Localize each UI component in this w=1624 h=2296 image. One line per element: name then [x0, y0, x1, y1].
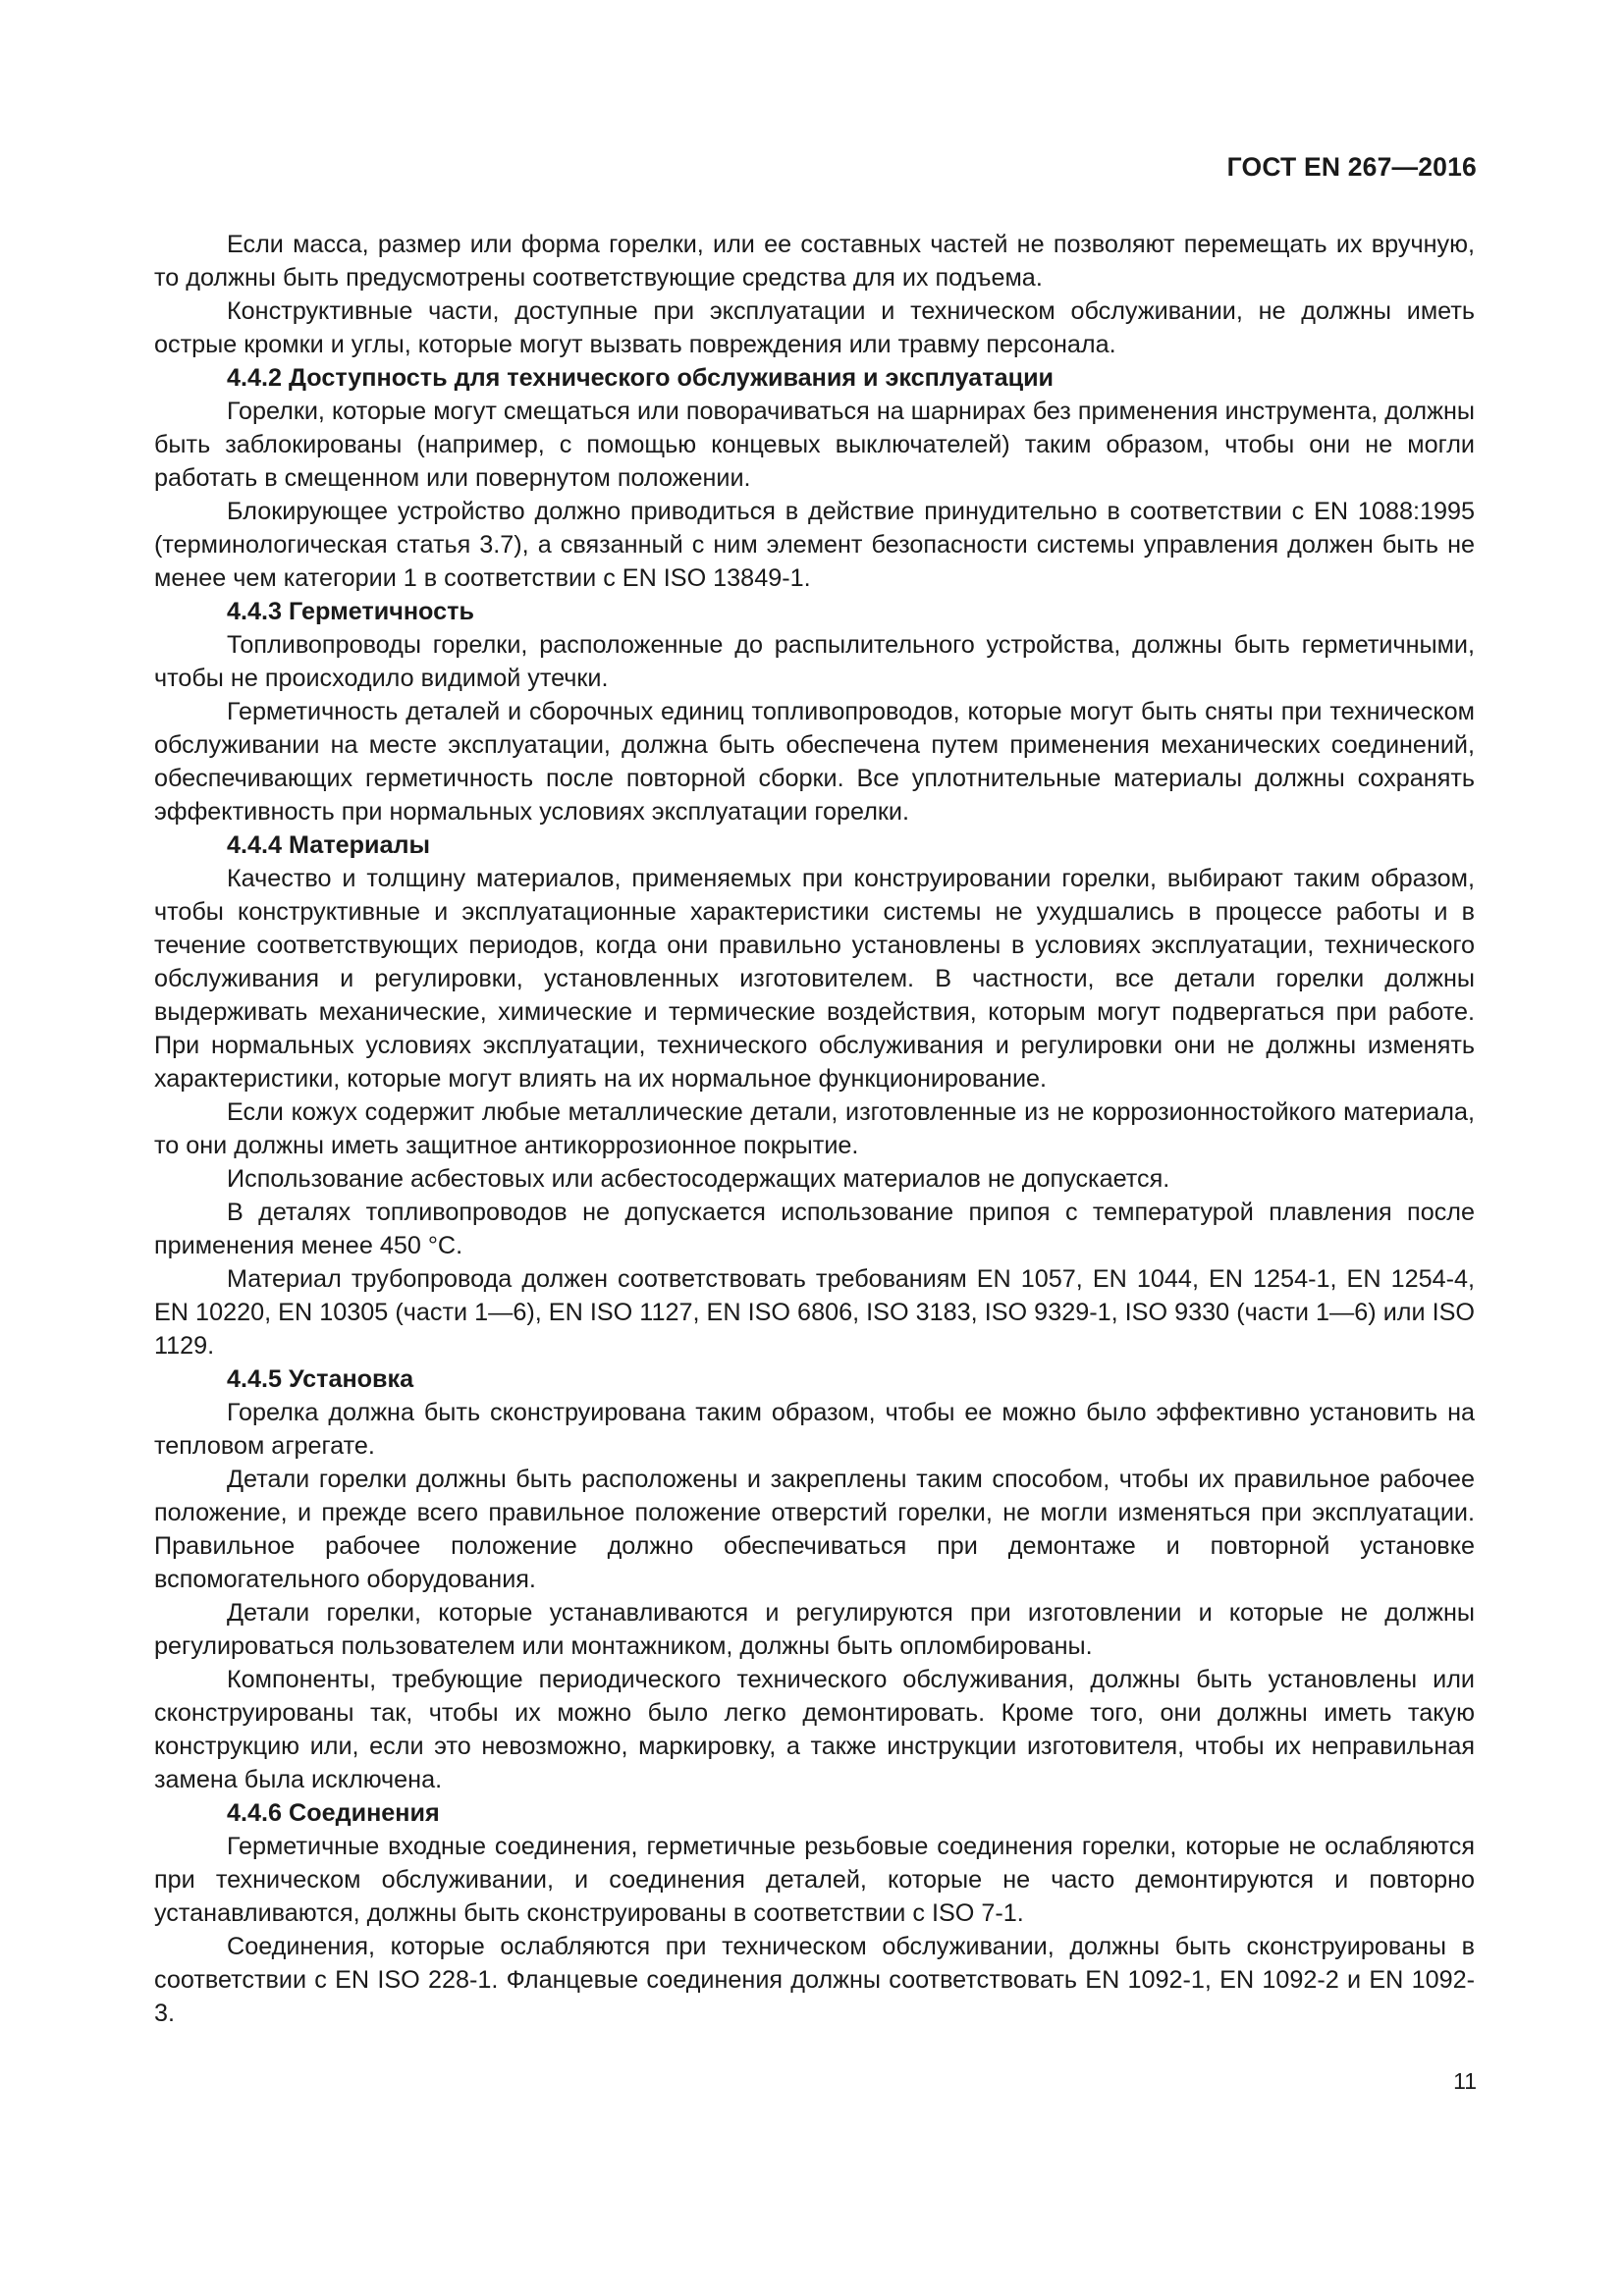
paragraph: Блокирующее устройство должно приводиться в действие принудительно в соответствии с EN 1088:1995 (терминологическая статья 3.7), а связанный с ним элемент безопасности системы управления должен быть не менее чем категории 1 в соответствии с EN ISO 13849-1. — [154, 498, 1475, 592]
paragraph: Горелки, которые могут смещаться или поворачиваться на шарнирах без применения инструмента, должны быть заблокированы (например, с помощью концевых выключателей) таким образом, чтобы они не могли работать в смещенном или повернутом положении. — [154, 398, 1475, 492]
paragraph: Использование асбестовых или асбестосодержащих материалов не допускается. — [227, 1165, 1170, 1193]
paragraph: Герметичные входные соединения, герметичные резьбовые соединения горелки, которые не ослабляются при техническом обслуживании, и соединения деталей, которые не часто демонтируются и повторно устанавливаются, должны быть сконструированы в соответствии с ISO 7-1. — [154, 1833, 1475, 1927]
paragraph: Герметичность деталей и сборочных единиц топливопроводов, которые могут быть сняты при техническом обслуживании на месте эксплуатации, должна быть обеспечена путем применения механических соединений, обеспечивающих герметичность после повторной сборки. Все уплотнительные материалы должны сохранять эффективность при нормальных условиях эксплуатации горелки. — [154, 698, 1475, 826]
paragraph: Детали горелки должны быть расположены и закреплены таким способом, чтобы их правильное рабочее положение, и прежде всего правильное положение отверстий горелки, не могли изменяться при эксплуатации. Правильное рабочее положение должно обеспечиваться при демонтаже и повторной установке вспомогательного оборудования. — [154, 1466, 1475, 1593]
document-code: ГОСТ EN 267—2016 — [1226, 152, 1477, 182]
paragraph: Если кожух содержит любые металлические детали, изготовленные из не коррозионностойкого материала, то они должны иметь защитное антикоррозионное покрытие. — [154, 1098, 1475, 1159]
paragraph: Материал трубопровода должен соответствовать требованиям EN 1057, EN 1044, EN 1254-1, EN 1254-4, EN 10220, EN 10305 (части 1—6), EN ISO 1127, EN ISO 6806, ISO 3183, ISO 9329-1, ISO 9330 (части 1—6) или ISO 1129. — [154, 1265, 1475, 1360]
paragraph: Если масса, размер или форма горелки, или ее составных частей не позволяют перемещать их вручную, то должны быть предусмотрены соответствующие средства для их подъема. — [154, 231, 1475, 292]
paragraph: Детали горелки, которые устанавливаются и регулируются при изготовлении и которые не должны регулироваться пользователем или монтажником, должны быть опломбированы. — [154, 1599, 1475, 1660]
section-heading-4-4-4: 4.4.4 Материалы — [227, 831, 431, 859]
section-heading-4-4-3: 4.4.3 Герметичность — [227, 598, 474, 625]
page-number: 11 — [1453, 2068, 1477, 2094]
section-heading-4-4-5: 4.4.5 Установка — [227, 1365, 414, 1393]
paragraph: Компоненты, требующие периодического технического обслуживания, должны быть установлены или сконструированы так, чтобы их можно было легко демонтировать. Кроме того, они должны иметь такую конструкцию или, если это невозможно, маркировку, а также инструкции изготовителя, чтобы их неправильная замена была исключена. — [154, 1666, 1475, 1793]
paragraph: Топливопроводы горелки, расположенные до распылительного устройства, должны быть герметичными, чтобы не происходило видимой утечки. — [154, 631, 1475, 692]
paragraph: Соединения, которые ослабляются при техническом обслуживании, должны быть сконструированы в соответствии с EN ISO 228-1. Фланцевые соединения должны соответствовать EN 1092-1, EN 1092-2 и EN 1092-3. — [154, 1933, 1475, 2027]
paragraph: Горелка должна быть сконструирована таким образом, чтобы ее можно было эффективно установить на тепловом агрегате. — [154, 1399, 1475, 1460]
document-body — [154, 228, 1475, 2030]
section-heading-4-4-6: 4.4.6 Соединения — [227, 1799, 440, 1827]
paragraph: В деталях топливопроводов не допускается использование припоя с температурой плавления после применения менее 450 °С. — [154, 1199, 1475, 1259]
section-heading-4-4-2: 4.4.2 Доступность для технического обслуживания и эксплуатации — [227, 364, 1055, 392]
paragraph: Качество и толщину материалов, применяемых при конструировании горелки, выбирают таким образом, чтобы конструктивные и эксплуатационные характеристики системы не ухудшались в процессе работы и в течение соответствующих периодов, когда они правильно установлены в условиях эксплуатации, технического обслуживания и регулировки, установленных изготовителем. В частности, все детали горелки должны выдерживать механические, химические и термические воздействия, которым могут подвергаться при работе. При нормальных условиях эксплуатации, технического обслуживания и регулировки они не должны изменять характеристики, которые могут влиять на их нормальное функционирование. — [154, 865, 1475, 1093]
paragraph: Конструктивные части, доступные при эксплуатации и техническом обслуживании, не должны иметь острые кромки и углы, которые могут вызвать повреждения или травму персонала. — [154, 297, 1475, 358]
